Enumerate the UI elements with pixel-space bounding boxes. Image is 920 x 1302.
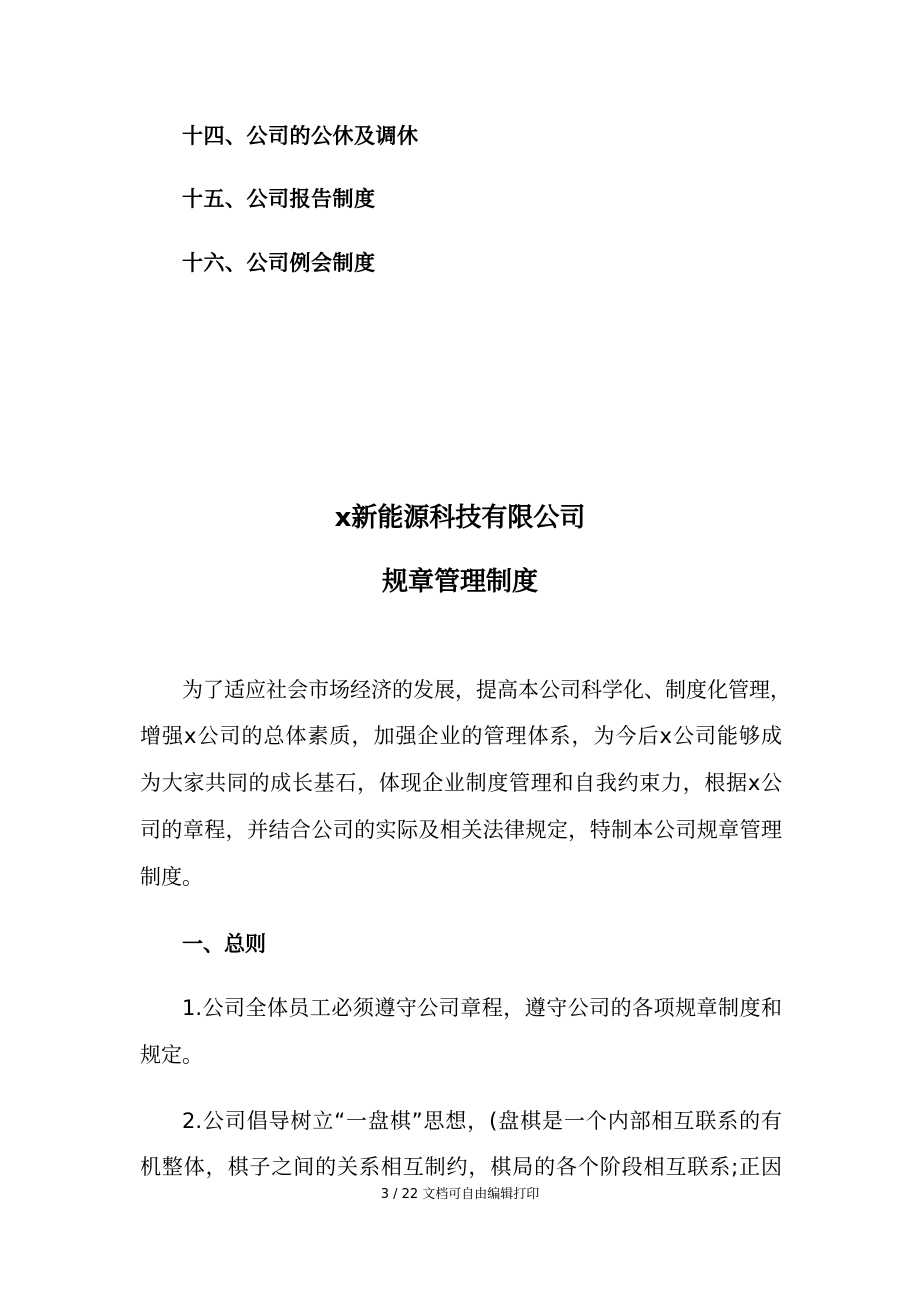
toc-item-14: 十四、公司的公休及调休	[182, 124, 419, 148]
toc-item-16: 十六、公司例会制度	[182, 251, 376, 275]
intro-line-5: 制度。	[140, 865, 203, 889]
intro-line-2: 增强x公司的总体素质，加强企业的管理体系，为今后x公司能够成	[140, 724, 782, 748]
company-title: x新能源科技有限公司	[334, 503, 586, 533]
intro-line-4: 司的章程，并结合公司的实际及相关法律规定，特制本公司规章管理	[140, 818, 782, 842]
toc-item-15: 十五、公司报告制度	[182, 187, 376, 211]
item2-line-2: 机整体，棋子之间的关系相互制约，棋局的各个阶段相互联系;正因	[140, 1155, 782, 1179]
document-title: 规章管理制度	[381, 567, 538, 597]
intro-line-1: 为了适应社会市场经济的发展，提高本公司科学化、制度化管理，	[182, 678, 791, 702]
item1-line-2: 规定。	[140, 1043, 203, 1067]
page-footer: 3 / 22 文档可自由编辑打印	[380, 1187, 540, 1202]
item1-line-1: 1.公司全体员工必须遵守公司章程，遵守公司的各项规章制度和	[182, 996, 782, 1020]
section-heading-general: 一、总则	[182, 932, 266, 956]
item2-line-1: 2.公司倡导树立“一盘棋”思想，(盘棋是一个内部相互联系的有	[182, 1109, 782, 1133]
intro-line-3: 为大家共同的成长基石，体现企业制度管理和自我约束力，根据x公	[140, 771, 782, 795]
